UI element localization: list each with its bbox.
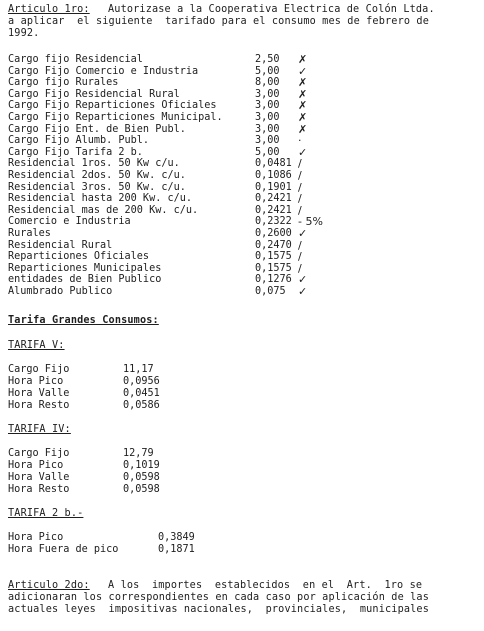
tariff-value: 5,00: [255, 65, 280, 77]
handwritten-check-mark: /: [298, 250, 302, 264]
tariff-row: [8, 54, 348, 66]
tarifa-row-label: Hora Fuera de pico: [8, 544, 119, 555]
tariff-label: Residencial Rural: [8, 239, 113, 251]
tariff-label: Cargo Fijo Reparticiones Oficiales: [8, 100, 217, 112]
tariff-label: Rurales: [8, 228, 51, 239]
handwritten-check-mark: ✗: [298, 122, 308, 136]
tarifa-row: [8, 364, 308, 376]
tariff-label: entidades de Bien Publico: [8, 274, 162, 286]
tariff-row: [8, 89, 348, 101]
tarifa-row: [8, 388, 308, 400]
tarifa-row: [8, 376, 308, 388]
tarifa-row-label: Hora Valle: [8, 472, 70, 483]
tarifa-row-value: 0,0451: [123, 388, 160, 399]
tariff-value: 0,1276: [255, 274, 292, 286]
tariff-label: Residencial 2dos. 50 Kw. c/u.: [8, 170, 186, 181]
handwritten-check-mark: /: [298, 157, 302, 171]
tariff-label: Cargo Fijo Tarifa 2 b.: [8, 146, 143, 158]
tarifa-row-label: Cargo Fijo: [8, 364, 70, 375]
tariff-row: [8, 205, 348, 217]
tarifa-row-value: 0,0598: [123, 484, 160, 495]
tariff-value: 2,50: [255, 54, 280, 65]
tarifa-row-value: 0,1019: [123, 460, 160, 471]
tariff-row: [8, 147, 348, 159]
tariff-row: [8, 77, 348, 89]
tariff-row: [8, 182, 348, 194]
tariff-value: 0,2600: [255, 228, 292, 239]
tariff-label: Cargo Fijo Alumb. Publ.: [8, 135, 150, 147]
tariff-label: Cargo Fijo Reparticiones Municipal.: [8, 112, 223, 123]
tariff-row: [8, 170, 348, 182]
tarifa-row: [8, 400, 308, 412]
handwritten-check-mark: ✗: [298, 99, 308, 113]
handwritten-check-mark: /: [298, 261, 302, 275]
tariff-label: Cargo Fijo Residencial Rural: [8, 88, 180, 100]
grandes-consumos-title: Tarifa Grandes Consumos:: [8, 315, 159, 326]
tariff-row: [8, 228, 348, 240]
handwritten-check-mark: - 5%: [298, 215, 323, 229]
tarifa-row-label: Cargo Fijo: [8, 448, 70, 459]
handwritten-check-mark: ✗: [298, 111, 308, 124]
intro-line-3: 1992.: [8, 28, 40, 39]
tarifa-row: [8, 544, 308, 556]
tariff-row: [8, 135, 348, 147]
tariff-row: [8, 263, 348, 275]
handwritten-check-mark: ✓: [298, 145, 308, 159]
tarifa-row-value: 11,17: [123, 364, 154, 375]
footer-line-3: actuales leyes impositivas nacionales, provinciales, municipales: [8, 604, 429, 615]
handwritten-check-mark: ✓: [298, 64, 308, 78]
intro-line-1: Autorizase a la Cooperativa Electrica de Colón Ltda.: [108, 4, 435, 15]
tariff-label: Cargo fijo Residencial: [8, 54, 143, 65]
tariff-value: 8,00: [255, 77, 280, 89]
tarifa-row-value: 0,0598: [123, 472, 160, 483]
handwritten-check-mark: ✗: [298, 76, 308, 90]
tarifa-row-value: 0,0956: [123, 376, 160, 387]
tariff-value: 0,1901: [255, 181, 292, 193]
tarifa-row-label: Hora Resto: [8, 484, 70, 495]
tarifa-row: [8, 532, 308, 544]
tariff-value: 0,2470: [255, 239, 292, 251]
tariff-label: Residencial mas de 200 Kw. c/u.: [8, 204, 199, 216]
tariff-value: 3,00: [255, 112, 280, 123]
tariff-row: [8, 66, 348, 78]
tarifa-row-label: Hora Pico: [8, 532, 64, 543]
tarifa-row: [8, 472, 308, 484]
tariff-label: Residencial 3ros. 50 Kw. c/u.: [8, 181, 186, 193]
tariff-label: Cargo Fijo Ent. de Bien Publ.: [8, 123, 186, 135]
tariff-value: 3,00: [255, 123, 280, 135]
intro-line-2: a aplicar el siguiente tarifado para el consumo mes de febrero de: [8, 16, 429, 27]
tariff-label: Comercio e Industria: [8, 216, 131, 228]
tariff-row: [8, 158, 348, 170]
tariff-row: [8, 274, 348, 286]
footer-line-1: A los importes establecidos en el Art. 1ro se: [108, 580, 423, 591]
tariff-row: [8, 216, 348, 228]
tariff-value: 3,00: [255, 88, 280, 100]
tariff-label: Residencial hasta 200 Kw. c/u.: [8, 193, 193, 205]
tarifa-row: [8, 448, 308, 460]
tarifa-row-label: Hora Resto: [8, 400, 70, 411]
tariff-row: [8, 100, 348, 112]
tariff-value: 3,00: [255, 135, 280, 147]
tariff-row: [8, 286, 348, 298]
tariff-value: 0,1575: [255, 262, 292, 274]
tarifa-row-value: 0,1871: [158, 544, 195, 555]
tariff-label: Reparticiones Municipales: [8, 262, 162, 274]
handwritten-check-mark: ✓: [298, 273, 308, 287]
tariff-value: 0,2421: [255, 193, 292, 205]
tariff-value: 5,00: [255, 146, 280, 158]
footer-line-2: adicionaran los correspondientes en cada caso por aplicación de las: [8, 592, 429, 603]
tariff-label: Reparticiones Oficiales: [8, 251, 150, 263]
tariff-value: 0,2421: [255, 204, 292, 216]
tariff-value: 0,2322: [255, 216, 292, 228]
tariff-value: 0,1086: [255, 170, 292, 181]
handwritten-check-mark: ✗: [298, 53, 308, 66]
tariff-row: [8, 240, 348, 252]
tarifa-row-value: 0,0586: [123, 400, 160, 411]
tariff-value: 3,00: [255, 100, 280, 112]
tariff-value: 0,1575: [255, 251, 292, 263]
tariff-label: Cargo fijo Rurales: [8, 77, 119, 89]
tariff-label: Cargo Fijo Comercio e Industria: [8, 65, 199, 77]
handwritten-check-mark: ✓: [298, 285, 308, 298]
article-1-label: Articulo 1ro:: [8, 4, 90, 15]
tariff-row: [8, 251, 348, 263]
tariff-row: [8, 124, 348, 136]
tarifa-iv-title: TARIFA IV:: [8, 424, 71, 435]
tarifa-row: [8, 460, 308, 472]
handwritten-check-mark: /: [298, 238, 302, 252]
tarifa-row-value: 12,79: [123, 448, 154, 459]
handwritten-check-mark: /: [298, 169, 302, 182]
tarifa-v-title: TARIFA V:: [8, 340, 65, 351]
tarifa-2b-title: TARIFA 2 b.-: [8, 508, 84, 519]
tarifa-row-label: Hora Pico: [8, 460, 64, 471]
tariff-label: Residencial 1ros. 50 Kw c/u.: [8, 158, 180, 170]
handwritten-check-mark: /: [298, 203, 302, 217]
article-2-label: Articulo 2do:: [8, 580, 90, 591]
tarifa-row-label: Hora Valle: [8, 388, 70, 399]
handwritten-check-mark: ✗: [298, 87, 308, 101]
handwritten-check-mark: ✓: [298, 227, 308, 240]
handwritten-check-mark: /: [298, 192, 302, 206]
handwritten-check-mark: /: [298, 180, 302, 194]
tariff-value: 0,0481: [255, 158, 292, 170]
tariff-value: 0,075: [255, 286, 286, 297]
handwritten-check-mark: ·: [298, 134, 302, 148]
tariff-row: [8, 112, 348, 124]
tarifa-row: [8, 484, 308, 496]
tariff-row: [8, 193, 348, 205]
tariff-label: Alumbrado Publico: [8, 286, 113, 297]
tarifa-row-value: 0,3849: [158, 532, 195, 543]
tarifa-row-label: Hora Pico: [8, 376, 64, 387]
